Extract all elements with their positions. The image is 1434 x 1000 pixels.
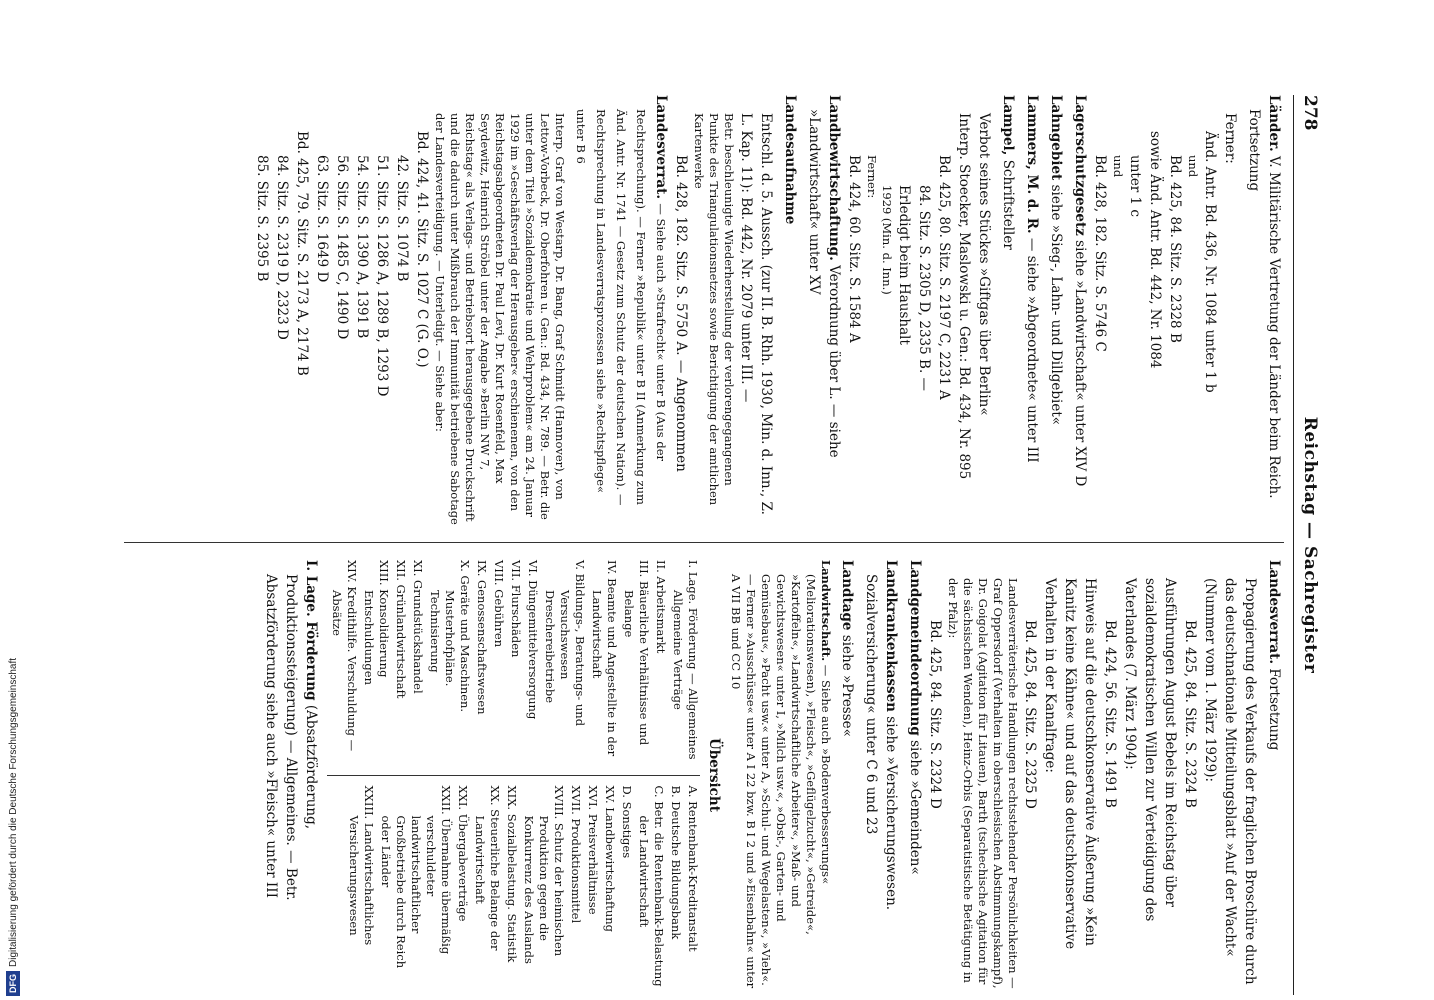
overview-item: XXIII. Landwirtschaftliches Versicherungswesen [347,785,376,946]
index-line: 51. Sitz. S. 1286 A, 1289 B, 1293 D [374,155,390,397]
index-line: Ferner: [1222,113,1238,164]
page-header [1293,95,1320,995]
index-line: sowie Änd. Antr. Bd. 442, Nr. 1084 [1147,131,1163,369]
overview-item: III. Bäuerliche Verhältnisse und Belange [622,560,651,746]
index-entry: Lagerschutzgesetz siehe »Landwirtschaft« unter XIV D [1072,95,1088,487]
index-entry: Landgemeindeordnung siehe »Gemeinden« [907,560,923,875]
overview-item: XIV. Kredithilfe. Verschuldung — Absätze [330,560,359,752]
overview-item: XIII. Konsolidierung Entschuldungen [362,560,391,686]
index-line: Interp. Graf von Westarp, Dr. Bang, Graf Schmidt (Hannover), von Lettow-Vorbeck, Dr. Oberfohren u. Gen.: Bd. 434, Nr. 789. — Betr. die unter dem Titel »Sozialdemokratie und Wehrproblem« am 24. Januar 1929 im »Geschäftsverlag der Herausgeber« erschienenen, von den Reichstagsabgeordneten Dr. Paul Levi, Dr. Kurt Rosenfeld, Max Seydewitz, Heinrich Ströbel unter der Angabe »Berlin NW 7, Reichstag« als Verlags- und Betriebsort herausgegebene Druckschrift und die dadurch unter Mißbrauch der Immunität betriebene Sabotage der Landesverteidigung. — Unterledigt. — Siehe aber: [433,113,567,525]
index-line: Erledigt beim Haushalt [896,185,912,345]
overview-item: XIX. Sozialbelastung. Statistik [505,785,519,963]
index-line: Änd. Antr. Bd. 436, Nr. 1084 unter 1 b [1202,131,1218,393]
index-entry: Landbewirtschaftung. Verordnung über L. — siehe »Landwirtschaft« unter XV [806,95,842,458]
index-line: Propagierung des Verkaufs der fraglichen Broschüre durch das deutschnationale Mitteilungsblatt »Auf der Wacht« (Nummer vom 1. März 1929): [1202,578,1258,985]
running-title: Reichstag — Sachregister [1300,416,1320,674]
overview-column-left [327,560,700,765]
index-line: Bd. 428, 182. Sitz. S. 5746 C [1092,155,1108,352]
overview-item: XV. Landbewirtschaftung [603,785,617,933]
overview-item: XVIII. Schutz der heimischen Produktion gegen die Konkurrenz des Auslands [522,785,566,964]
overview-item: D. Sonstiges [620,785,634,859]
index-line: unter 1 c [1127,155,1143,217]
overview-table [327,560,700,990]
column-divider [124,542,1284,543]
index-line: 84. Sitz. S. 2305 D, 2335 B. — [916,185,932,392]
index-entry: Landtage siehe »Presse« [839,560,855,737]
index-entry: Landesverrat. — Siehe auch »Strafrecht« unter B (Aus der Rechtsprechung). — Ferner »Republik« unter B II (Anmerkung zum Änd. Antr. Nr. 1741 — Gesetz zum Schutz der deutschen Nation). — Rechtsprechung in Landesverratsprozessen siehe »Rechtspflege« unter B 6 [574,95,669,506]
digitization-credit [4,0,24,996]
index-line: Bd. 428, 182. Sitz. S. 5750 A. — Angenommen [673,155,689,472]
index-line: und [1111,155,1125,178]
index-line: Bd. 425, 84. Sitz. S. 2324 B [1182,620,1198,808]
index-line: Bd. 425, 79. Sitz. S. 2173 A, 2174 B [294,131,310,376]
overview-item: XVI. Preisverhältnisse [586,785,600,915]
overview-item: VI. Düngemittelversorgung [526,560,540,720]
index-line: Bd. 424, 41. Sitz. S. 1027 C (G. O.) [414,131,430,368]
index-line: 56. Sitz. S. 1485 C, 1490 D [334,155,350,340]
right-column [257,560,1284,990]
overview-item: X. Geräte und Maschinen. Musterhofpläne. Technisierung [428,560,472,713]
overview-divider [327,775,700,776]
overview-item: VII. Flurschäden [509,560,523,658]
index-line: und [1186,155,1200,178]
index-entry: Landkrankenkassen siehe »Versicherungswesen. Sozialversicherung« unter C 6 und 23 [863,560,899,911]
overview-item: V. Bildungs-, Beratungs- und Versuchswesen Dreschereibetriebe [543,560,587,727]
index-entry: Länder. V. Militärische Vertretung der Länder beim Reich. Fortsetzung [1246,95,1282,499]
index-entry: Lahngebiet siehe »Sieg-, Lahn- und Dillgebiet« [1048,95,1064,426]
overview-item: XXI. Übergabeverträge [456,785,470,922]
index-line: Betr. beschleunigte Wiederherstellung der verlorengegangenen Punkte des Triangulationsnetzes sowie Berichtigung der amtlichen Kartenwerke [692,113,736,506]
index-entry: Lampel, Schriftsteller [1000,95,1016,250]
index-line: 42. Sitz. S. 1074 B [394,155,410,282]
index-line: Bd. 425, 84. Sitz. S. 2325 D [1022,620,1038,809]
index-line: Hinweis auf die deutschkonservative Äußerung »Kein Kanitz keine Kähne« und auf das deutschkonservative Verhalten in der Kanalfrage: [1042,578,1098,950]
index-line: Interp. Stoecker, Maslowski u. Gen.: Bd. 434, Nr. 895 [956,113,972,480]
index-entry: Landwirtschaft. — Siehe auch »Bodenverbesserungs« (Meliorationswesen), »Fleisch«, »Geflügelzucht«, »Getreide«, »Kartoffeln«, »Landwirtschaftliche Arbeiter«, »Maß- und Gewichtswesen« unter I, »Milch usw.«, »Obst-, Garten- und Gemüsebau«, »Pacht usw.« unter A, »Schul- und Wegelasten«, »Vieh«. — Ferner »Ausschüsse« unter A I 22 bzw. B I 2 und »Eisenbahn« unter A VII BB und CC 10 [729,560,833,989]
index-entry: Lammers, M. d. R. — siehe »Abgeordnete« unter III [1024,95,1040,463]
credit-text: Digitalisierung gefördert durch die Deutsche Forschungsgemeinschaft [8,657,19,967]
page-number: 278 [1300,95,1320,131]
index-line: Ferner: [865,155,879,199]
overview-item: II. Arbeitsmarkt [654,560,668,654]
overview-item: A. Rentenbank-Kreditanstalt [686,785,700,952]
overview-item: XX. Steuerliche Belange der Landwirtschaft [473,785,502,951]
overview-item: I. Lage. Förderung — Allgemeines Allgemeine Verträge [671,560,700,760]
index-line: 1929 (Min. d. Inn.) [880,185,894,295]
index-line: Bd. 425, 80. Sitz. S. 2197 C, 2231 A [936,155,952,400]
index-line: 54. Sitz. S. 1390 A, 1391 B [354,155,370,339]
left-column [252,95,1284,525]
overview-title: Übersicht [706,738,722,812]
rotated-document-page [90,95,1320,995]
index-entry: Landesverrat. Fortsetzung [1266,560,1282,751]
overview-column-right [327,786,700,991]
index-line: Verbot seines Stückes »Giftgas über Berlin« [976,113,992,416]
index-line: 63. Sitz. S. 1649 D [314,155,330,283]
index-line: Ausführungen August Bebels im Reichstag über sozialdemokratischen Willen zur Verteidigung des Vaterlandes (7. März 1904): [1122,578,1178,922]
index-line: Bd. 424, 56. Sitz. S. 1491 B [1102,620,1118,808]
index-line: Bd. 424, 60. Sitz. S. 1584 A [846,155,862,343]
overview-item: XVII. Produktionsmittel [569,785,583,924]
overview-item: XII. Grünlandwirtschaft [394,560,408,699]
overview-item: B. Deutsche Bildungsbank [669,785,683,940]
overview-item: XI. Grundstückshandel [411,560,425,694]
overview-item: IX. Genossenschaftswesen [475,560,489,715]
index-entry: Landesaufnahme [782,95,798,225]
index-line: 85. Sitz. S. 2395 B [254,155,270,282]
overview-item: C. Betr. die Rentenbank-Belastung der Landwirtschaft [637,785,666,987]
index-line: Entschl. d. 5. Aussch. (zur II. B. Rhh. 1930, Min. d. Inn., Z. L. Kap. 11): Bd. 442, Nr. 2079 unter III. — [738,113,774,515]
overview-item: XXII. Übernahme übermäßig verschuldeter landwirtschaftlicher Großbetriebe durch Reich oder Länder [379,785,453,969]
index-line: Landesverräterische Handlungen rechtsstehender Persönlichkeiten — Graf Oppersdorf (Verhalten im oberschlesischen Abstimmungskampf), Dr. Goigolat (Agitation für Litauen), Barth (tschechische Agitation für die sächsischen Wenden), Heinz-Orbis (Separatistische Betätigung in der Pfalz): [946,578,1020,989]
overview-item: VIII. Gebühren [492,560,506,648]
index-line: Bd. 425, 84. Sitz. S. 2324 D [927,620,943,809]
index-line: Bd. 425, 84. Sitz. S. 2328 B [1167,155,1183,343]
index-line: 84. Sitz. S. 2319 D, 2323 D [274,155,290,340]
overview-item: IV. Beamte und Angestellte in der Landwirtschaft [590,560,619,757]
dfg-logo: DFG [6,971,20,996]
index-entry: I. Lage. Förderung (Absatzförderung, Produktionssteigerung) — Allgemeines. — Betr. Absatzförderung siehe auch »Fleisch« unter III [263,560,319,901]
